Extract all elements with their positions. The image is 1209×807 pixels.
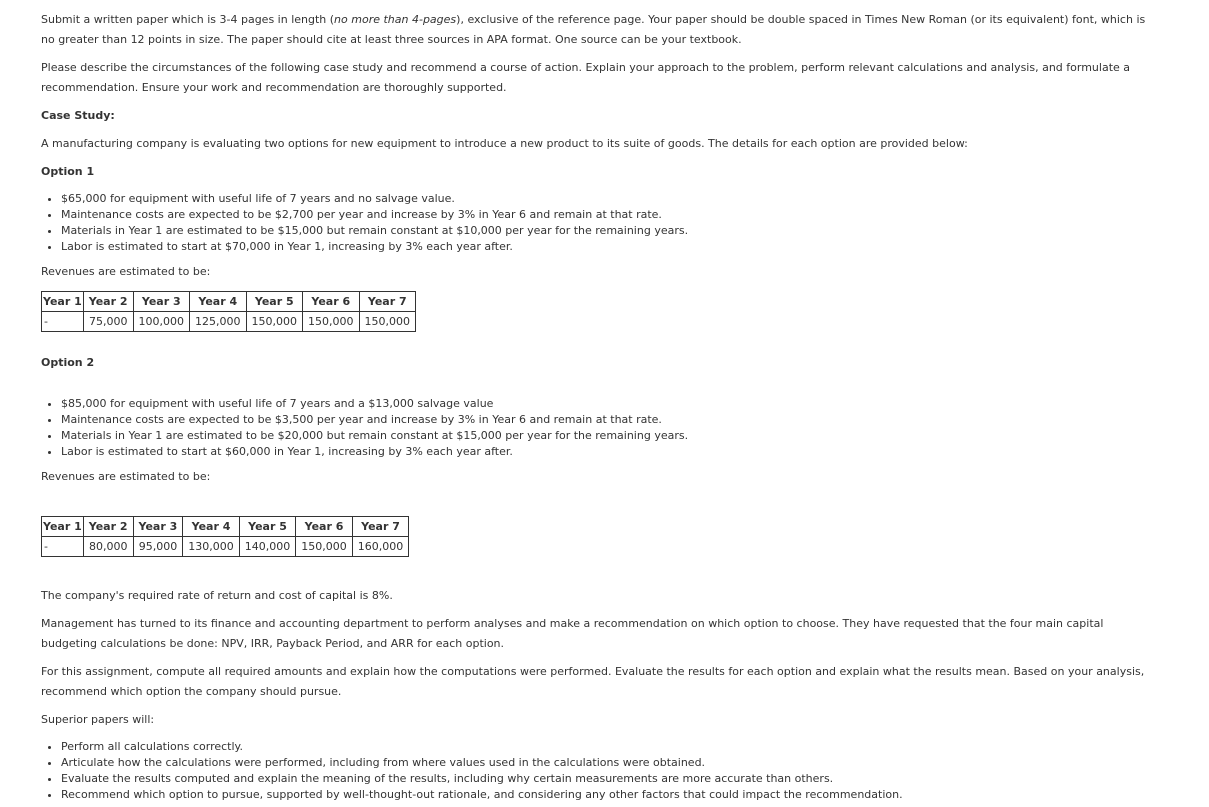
required-rate-paragraph: The company's required rate of return and cost of capital is 8%. bbox=[41, 589, 393, 602]
list-item: • Perform all calculations correctly. bbox=[61, 739, 1181, 755]
list-item: • Recommend which option to pursue, supported by well-thought-out rationale, and considering any other factors that could impact the recommendation. bbox=[61, 787, 1181, 803]
table-cell: 150,000 bbox=[246, 312, 303, 332]
list-item: • Maintenance costs are expected to be $2,700 per year and increase by 3% in Year 6 and remain at that rate. bbox=[61, 207, 1181, 223]
table-header-cell: Year 3 bbox=[133, 517, 183, 537]
table-cell: 80,000 bbox=[83, 537, 133, 557]
list-item: • Labor is estimated to start at $60,000 in Year 1, increasing by 3% each year after. bbox=[61, 444, 1181, 460]
table-header-cell: Year 1 bbox=[42, 517, 84, 537]
list-item: • Labor is estimated to start at $70,000 in Year 1, increasing by 3% each year after. bbox=[61, 239, 1181, 255]
intro-paragraph-1 bbox=[41, 10, 1161, 50]
superior-papers-label: Superior papers will: bbox=[41, 713, 155, 726]
intro-text-b: ), exclusive of the reference page. Your paper should be double spaced in Times New Roman (or its equivalent) font, which is no greater than 12 points in size. The paper should cite at least three sources in APA format. One source can be your textbook. bbox=[41, 13, 1146, 46]
table-header-cell: Year 2 bbox=[83, 517, 133, 537]
table-cell: 150,000 bbox=[296, 537, 353, 557]
table-cell: - bbox=[42, 312, 84, 332]
table-header-cell: Year 3 bbox=[133, 292, 190, 312]
list-item: • Evaluate the results computed and explain the meaning of the results, including why certain measurements are more accurate than others. bbox=[61, 771, 1181, 787]
list-item: • Articulate how the calculations were performed, including from where values used in the calculations were obtained. bbox=[61, 755, 1181, 771]
option2-revenue-table bbox=[41, 516, 409, 557]
option1-revenue-table bbox=[41, 291, 416, 332]
list-item: • $65,000 for equipment with useful life of 7 years and no salvage value. bbox=[61, 191, 1181, 207]
table-cell: 150,000 bbox=[359, 312, 416, 332]
table-cell: 75,000 bbox=[83, 312, 133, 332]
intro-paragraph-2: Please describe the circumstances of the following case study and recommend a course of action. Explain your approach to the problem, perform relevant calculations and analysis, and formulate a recommendation. Ensure your work and recommendation are thoroughly supported. bbox=[41, 61, 1131, 94]
table-header-cell: Year 4 bbox=[183, 517, 240, 537]
table-cell: 100,000 bbox=[133, 312, 190, 332]
table-cell: 125,000 bbox=[190, 312, 247, 332]
option1-revenue-label: Revenues are estimated to be: bbox=[41, 265, 211, 278]
table-cell: 150,000 bbox=[303, 312, 360, 332]
table-header-row bbox=[42, 292, 416, 312]
list-item: • Maintenance costs are expected to be $3,500 per year and increase by 3% in Year 6 and remain at that rate. bbox=[61, 412, 1181, 428]
intro-emphasis: no more than 4-pages bbox=[334, 13, 457, 26]
table-header-row bbox=[42, 517, 409, 537]
table-header-cell: Year 1 bbox=[42, 292, 84, 312]
table-row bbox=[42, 537, 409, 557]
list-item: • Materials in Year 1 are estimated to be $20,000 but remain constant at $15,000 per year for the remaining years. bbox=[61, 428, 1181, 444]
table-header-cell: Year 7 bbox=[359, 292, 416, 312]
table-cell: 130,000 bbox=[183, 537, 240, 557]
intro-text-a: Submit a written paper which is 3-4 pages in length ( bbox=[41, 13, 335, 26]
table-header-cell: Year 5 bbox=[239, 517, 296, 537]
list-item: • Materials in Year 1 are estimated to be $15,000 but remain constant at $10,000 per year for the remaining years. bbox=[61, 223, 1181, 239]
option2-bullet-list bbox=[41, 396, 1181, 460]
table-cell: 140,000 bbox=[239, 537, 296, 557]
option1-heading: Option 1 bbox=[41, 165, 95, 178]
option2-revenue-label: Revenues are estimated to be: bbox=[41, 470, 211, 483]
table-cell: 95,000 bbox=[133, 537, 183, 557]
case-intro-paragraph: A manufacturing company is evaluating two options for new equipment to introduce a new product to its suite of goods. The details for each option are provided below: bbox=[41, 137, 968, 150]
table-cell: - bbox=[42, 537, 84, 557]
table-header-cell: Year 7 bbox=[352, 517, 409, 537]
list-item: • $85,000 for equipment with useful life of 7 years and a $13,000 salvage value bbox=[61, 396, 1181, 412]
case-study-heading: Case Study: bbox=[41, 109, 115, 122]
superior-papers-list bbox=[41, 739, 1181, 803]
table-header-cell: Year 2 bbox=[83, 292, 133, 312]
table-header-cell: Year 4 bbox=[190, 292, 247, 312]
table-header-cell: Year 5 bbox=[246, 292, 303, 312]
table-row bbox=[42, 312, 416, 332]
table-header-cell: Year 6 bbox=[303, 292, 360, 312]
table-cell: 160,000 bbox=[352, 537, 409, 557]
option2-heading: Option 2 bbox=[41, 356, 95, 369]
option1-bullet-list bbox=[41, 191, 1181, 255]
table-header-cell: Year 6 bbox=[296, 517, 353, 537]
assignment-paragraph: For this assignment, compute all required amounts and explain how the computations were performed. Evaluate the results for each option and explain what the results mean. Based on your analysis, recommend which option the company should pursue. bbox=[41, 665, 1145, 698]
management-paragraph: Management has turned to its finance and accounting department to perform analyses and make a recommendation on which option to choose. They have requested that the four main capital budgeting calculations be done: NPV, IRR, Payback Period, and ARR for each option. bbox=[41, 617, 1104, 650]
